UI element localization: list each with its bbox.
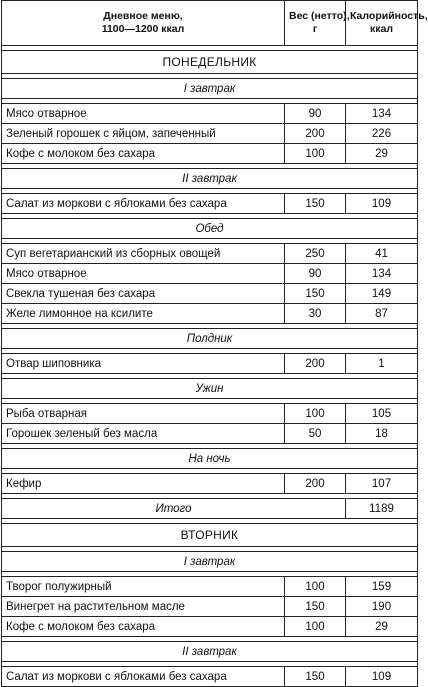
header-calories: [346, 1, 428, 46]
dish-weight: 200: [285, 354, 346, 374]
meal-header-row: [2, 379, 418, 399]
meal-header-row: [2, 449, 418, 469]
dish-calories: 109: [346, 667, 418, 687]
dish-calories: 149: [346, 284, 418, 304]
menu-table-body: [2, 46, 418, 687]
table-row: [2, 617, 418, 637]
dish-name: Кофе с молоком без сахара: [2, 617, 285, 637]
header-weight: [285, 1, 350, 46]
meal-title: Полдник: [2, 329, 418, 349]
dish-weight: 150: [285, 194, 346, 214]
dish-weight: 100: [285, 577, 346, 597]
dish-calories: 29: [346, 144, 418, 164]
table-row: [2, 474, 418, 494]
dish-weight: 250: [285, 244, 346, 264]
header-menu-title-line1: Дневное меню,: [103, 10, 183, 22]
dish-weight: 100: [285, 617, 346, 637]
day-header-row: [2, 524, 418, 547]
dish-name: Отвар шиповника: [2, 354, 285, 374]
dish-name: Винегрет на растительном масле: [2, 597, 285, 617]
dish-weight: 30: [285, 304, 346, 324]
table-row: [2, 244, 418, 264]
dish-name: Мясо отварное: [2, 264, 285, 284]
dish-weight: 200: [285, 124, 346, 144]
day-title: ВТОРНИК: [2, 524, 418, 547]
dish-name: Творог полужирный: [2, 577, 285, 597]
table-row: [2, 354, 418, 374]
table-header-row: [2, 1, 418, 46]
dish-name: Желе лимонное на ксилите: [2, 304, 285, 324]
total-label: Итого: [2, 499, 346, 519]
dish-calories: 41: [346, 244, 418, 264]
dish-calories: 29: [346, 617, 418, 637]
meal-header-row: [2, 219, 418, 239]
meal-title: Ужин: [2, 379, 418, 399]
dish-calories: 18: [346, 424, 418, 444]
header-weight-line2: г: [312, 23, 318, 35]
table-row: [2, 264, 418, 284]
day-title: ПОНЕДЕЛЬНИК: [2, 51, 418, 74]
dish-name: Мясо отварное: [2, 104, 285, 124]
dish-calories: 109: [346, 194, 418, 214]
table-row: [2, 404, 418, 424]
day-header-row: [2, 51, 418, 74]
dish-name: Кофе с молоком без сахара: [2, 144, 285, 164]
table-row: [2, 144, 418, 164]
dish-weight: 150: [285, 284, 346, 304]
table-row: [2, 577, 418, 597]
total-row: [2, 499, 418, 519]
header-calories-line1: Калорийность,: [350, 10, 428, 22]
dish-weight: 100: [285, 144, 346, 164]
table-row: [2, 667, 418, 687]
meal-title: II завтрак: [2, 169, 418, 189]
dish-calories: 107: [346, 474, 418, 494]
meal-header-row: [2, 169, 418, 189]
meal-header-row: [2, 642, 418, 662]
dish-weight: 100: [285, 404, 346, 424]
dish-calories: 87: [346, 304, 418, 324]
table-row: [2, 597, 418, 617]
meal-header-row: [2, 329, 418, 349]
table-row: [2, 424, 418, 444]
meal-title: I завтрак: [2, 552, 418, 572]
dish-calories: 105: [346, 404, 418, 424]
dish-calories: 1: [346, 354, 418, 374]
dish-name: Свекла тушеная без сахара: [2, 284, 285, 304]
dish-weight: 90: [285, 104, 346, 124]
meal-header-row: [2, 552, 418, 572]
dish-calories: 190: [346, 597, 418, 617]
meal-header-row: [2, 79, 418, 99]
meal-title: I завтрак: [2, 79, 418, 99]
table-row: [2, 284, 418, 304]
dish-calories: 159: [346, 577, 418, 597]
dish-weight: 150: [285, 667, 346, 687]
dish-weight: 150: [285, 597, 346, 617]
table-row: [2, 194, 418, 214]
header-menu-title-line2: 1100—1200 ккал: [101, 23, 185, 35]
dish-weight: 200: [285, 474, 346, 494]
dish-name: Салат из моркови с яблоками без сахара: [2, 667, 285, 687]
meal-title: На ночь: [2, 449, 418, 469]
dish-weight: 50: [285, 424, 346, 444]
header-calories-line2: ккал: [369, 23, 394, 35]
meal-title: II завтрак: [2, 642, 418, 662]
header-weight-line1: Вес (нетто),: [289, 10, 350, 22]
dish-name: Кефир: [2, 474, 285, 494]
dish-calories: 134: [346, 264, 418, 284]
menu-table: [1, 0, 428, 687]
dish-name: Рыба отварная: [2, 404, 285, 424]
total-calories: 1189: [346, 499, 418, 519]
dish-name: Суп вегетарианский из сборных овощей: [2, 244, 285, 264]
meal-title: Обед: [2, 219, 418, 239]
dish-calories: 226: [346, 124, 418, 144]
table-row: [2, 304, 418, 324]
dish-calories: 134: [346, 104, 418, 124]
table-row: [2, 104, 418, 124]
dish-name: Зеленый горошек с яйцом, запеченный: [2, 124, 285, 144]
header-menu-title: [2, 1, 285, 46]
dish-name: Салат из моркови с яблоками без сахара: [2, 194, 285, 214]
dish-weight: 90: [285, 264, 346, 284]
table-row: [2, 124, 418, 144]
dish-name: Горошек зеленый без масла: [2, 424, 285, 444]
